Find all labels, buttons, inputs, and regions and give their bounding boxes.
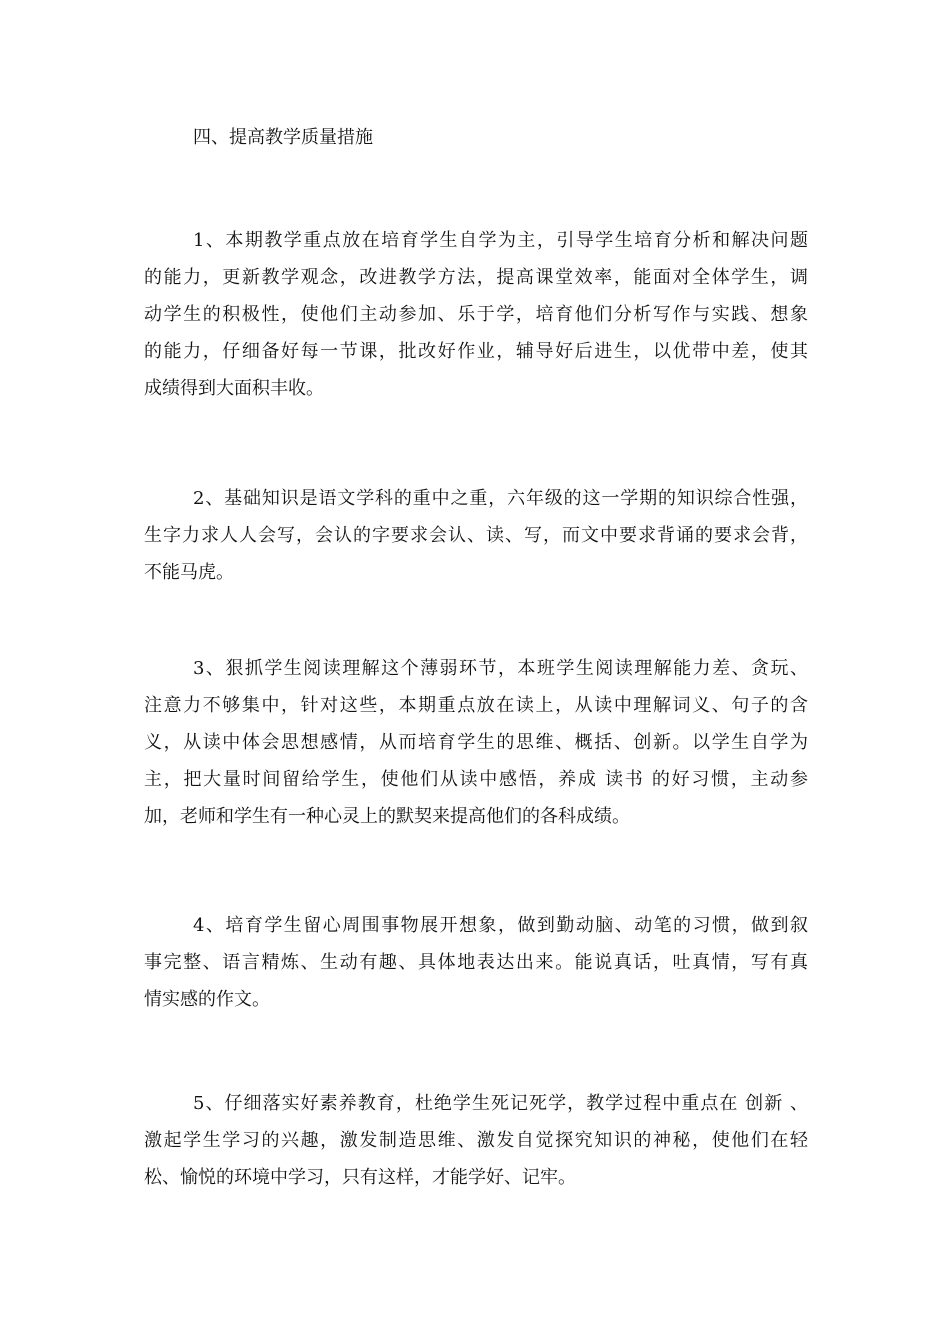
paragraph-line: 松、愉悦的环境中学习，只有这样，才能学好、记牢。	[144, 1167, 576, 1188]
measure-paragraph-1	[144, 222, 808, 407]
paragraph-line: 加，老师和学生有一种心灵上的默契来提高他们的各科成绩。	[144, 806, 630, 827]
measure-paragraph-5	[144, 1085, 808, 1196]
paragraph-line: 成绩得到大面积丰收。	[144, 378, 324, 399]
measure-paragraph-3	[144, 650, 808, 835]
paragraph-line: 情实感的作文。	[144, 989, 270, 1010]
paragraph-line: 不能马虎。	[144, 562, 234, 583]
paragraph-line: 5、仔细落实好素养教育，杜绝学生死记死学，教学过程中重点在 创新 、	[193, 1093, 808, 1114]
paragraph-line: 事完整、语言精炼、生动有趣、具体地表达出来。能说真话，吐真情，写有真	[144, 952, 808, 973]
paragraph-line: 生字力求人人会写，会认的字要求会认、读、写，而文中要求背诵的要求会背，	[144, 525, 808, 546]
paragraph-line: 的能力，仔细备好每一节课，批改好作业，辅导好后进生，以优带中差，使其	[144, 341, 808, 362]
paragraph-line: 的能力，更新教学观念，改进教学方法，提高课堂效率，能面对全体学生，调	[144, 267, 808, 288]
measure-paragraph-2	[144, 480, 808, 591]
paragraph-line: 动学生的积极性，使他们主动参加、乐于学，培育他们分析写作与实践、想象	[144, 304, 808, 325]
paragraph-line: 激起学生学习的兴趣，激发制造思维、激发自觉探究知识的神秘，使他们在轻	[144, 1130, 808, 1151]
paragraph-line: 注意力不够集中，针对这些，本期重点放在读上，从读中理解词义、句子的含	[144, 695, 808, 716]
paragraph-line: 1、本期教学重点放在培育学生自学为主，引导学生培育分析和解决问题	[193, 230, 808, 251]
measure-paragraph-4	[144, 907, 808, 1018]
paragraph-line: 义，从读中体会思想感情，从而培育学生的思维、概括、创新。以学生自学为	[144, 732, 808, 753]
paragraph-line: 主，把大量时间留给学生，使他们从读中感悟，养成 读书 的好习惯，主动参	[144, 769, 808, 790]
paragraph-line: 3、狠抓学生阅读理解这个薄弱环节，本班学生阅读理解能力差、贪玩、	[193, 658, 808, 679]
paragraph-line: 4、培育学生留心周围事物展开想象，做到勤动脑、动笔的习惯，做到叙	[193, 915, 808, 936]
section-heading: 四、提高教学质量措施	[193, 127, 373, 148]
paragraph-line: 2、基础知识是语文学科的重中之重，六年级的这一学期的知识综合性强，	[193, 488, 808, 509]
